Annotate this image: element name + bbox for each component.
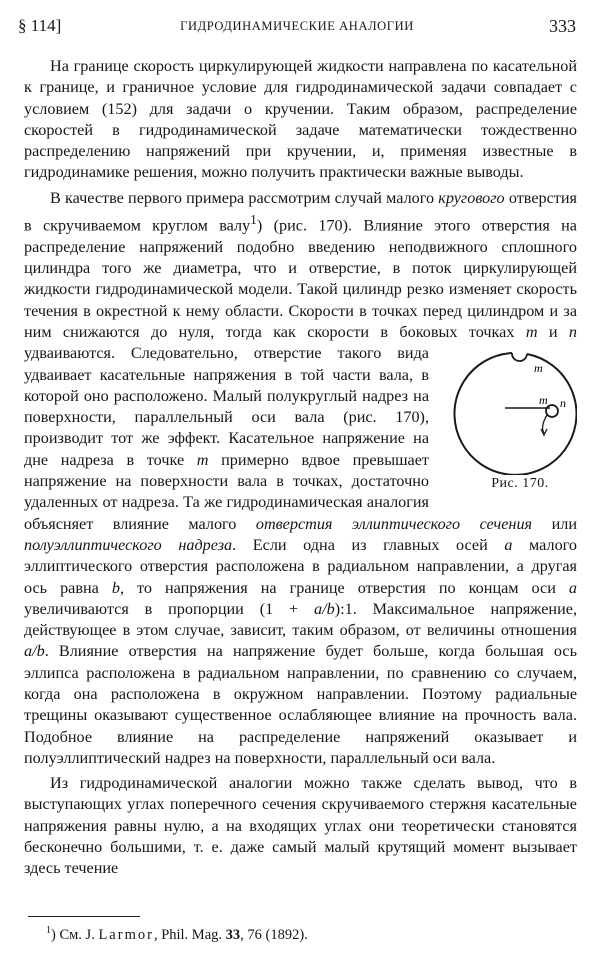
body-text xyxy=(24,56,577,880)
footnote-author: Larmor xyxy=(98,926,154,943)
italic-symbol: a xyxy=(504,535,513,554)
italic-symbol: m xyxy=(525,322,538,341)
footnote xyxy=(46,922,308,944)
label-m-hole: m xyxy=(539,393,548,408)
page-number: 333 xyxy=(549,16,576,36)
text-run: примерно вдвое превышает напряжение на поверхности вала в точках, достаточно удаленных от надреза. Та же гидродинамическая аналогия объясняет влияние малого xyxy=(24,450,429,533)
italic-term: полуэллиптического надреза xyxy=(24,535,233,554)
italic-symbol: n xyxy=(568,322,577,341)
footnote-text: , 76 (1892). xyxy=(240,926,308,943)
text-run: или xyxy=(532,514,577,533)
text-run: увеличиваются в пропорции (1 + xyxy=(24,599,315,618)
text-run: , то напряжения на границе отверстия по концам оси xyxy=(119,578,569,597)
label-n-hole: n xyxy=(560,396,566,411)
text-run: . Если одна из главных осей xyxy=(232,535,505,554)
figure-170 xyxy=(437,345,577,505)
shaft-cross-section-diagram xyxy=(437,345,577,475)
italic-symbol: a xyxy=(568,578,577,597)
italic-term: кругового xyxy=(438,188,505,207)
label-m-notch: m xyxy=(534,361,543,376)
running-header xyxy=(18,14,576,38)
running-title: ГИДРОДИНАМИЧЕСКИЕ АНАЛОГИИ xyxy=(180,19,414,33)
footnote-text: , Phil. Mag. xyxy=(153,926,226,943)
paragraph-1: На границе скорость циркулирующей жидкости направлена по касательной к границе, и граничное условие для гидродинамической задачи совпадает с условием (152) для задачи о кручении. Таким образом, распределение скоростей в гидродинамической задаче математически тождественно распределению напряжений при кручении, и, применяя известные в гидродинамике решения, можно получить практически важные выводы. xyxy=(24,57,577,182)
footnote-divider xyxy=(28,916,140,917)
text-run: отверстия в скручиваемом круглом валу xyxy=(24,188,577,235)
paragraph-2 xyxy=(24,188,577,769)
text-run: . Влияние отверстия на напряжение будет больше, когда большая ось эллипса расположена в радиальном направлении, по сравнению со случаем, когда она расположена в окружном направлении. Поэтому радиальные трещины оказывают существенное ослабляющее влияние на прочность вала. Подобное влияние на распределение напряжений оказывает и полуэллиптический надрез на поверхности, параллельный оси вала. xyxy=(24,642,577,767)
figure-caption: Рис. 170. xyxy=(491,476,549,492)
text-run: ) (рис. 170). Влияние этого отверстия на распределение напряжений подобно введению неподвижного сплошного цилиндра того же диаметра, что и отверстие, в поток циркулирующей жидкости гидродинамической модели. Такой цилиндр резко изменяет скорость течения в окрестной к нему области. Скорости в точках перед цилиндром и за ним снижаются до нуля, тогда как скорости в боковых точках xyxy=(24,216,577,341)
footnote-mark: 1 xyxy=(46,925,51,936)
paragraph-3: Из гидродинамической аналогии можно также сделать вывод, что в выступающих углах поперечного сечения скручиваемого стержня касательные напряжения равны нулю, а на входящих углах они теоретически становятся бесконечно большими, т. е. даже самый малый крутящий момент вызывает здесь течение xyxy=(24,774,577,878)
italic-term: отверстия эллиптического сечения xyxy=(255,514,533,533)
footnote-text: ) См. J. xyxy=(51,926,99,943)
italic-symbol: b xyxy=(111,578,120,597)
small-hole xyxy=(546,405,558,417)
footnote-volume: 33 xyxy=(225,926,241,943)
semicircular-notch xyxy=(512,353,527,361)
text-run: ):1. Максимальное напряжение, действующее в этом случае, зависит, таким образом, от величины отношения xyxy=(24,599,577,640)
footnote-ref: 1 xyxy=(250,212,257,228)
text-run: малого эллиптического отверстия расположена в радиальном направлении, а другая ось равна xyxy=(24,535,577,597)
italic-symbol: m xyxy=(196,450,209,469)
italic-symbol: a/b xyxy=(24,642,45,661)
text-run: и xyxy=(537,322,569,341)
italic-symbol: a/b xyxy=(314,599,335,618)
text-run: удваиваются. Следовательно, отверстие такого вида удваивает касательные напряжения в той части вала, в которой оно расположено. Малый полукруглый надрез на поверхности, параллельный оси вала (рис. 170), производит тот же эффект. Касательное напряжение на дне надреза в точке xyxy=(24,344,429,469)
text-run: В качестве первого примера рассмотрим случай малого xyxy=(50,188,439,207)
section-number: § 114] xyxy=(18,16,62,35)
